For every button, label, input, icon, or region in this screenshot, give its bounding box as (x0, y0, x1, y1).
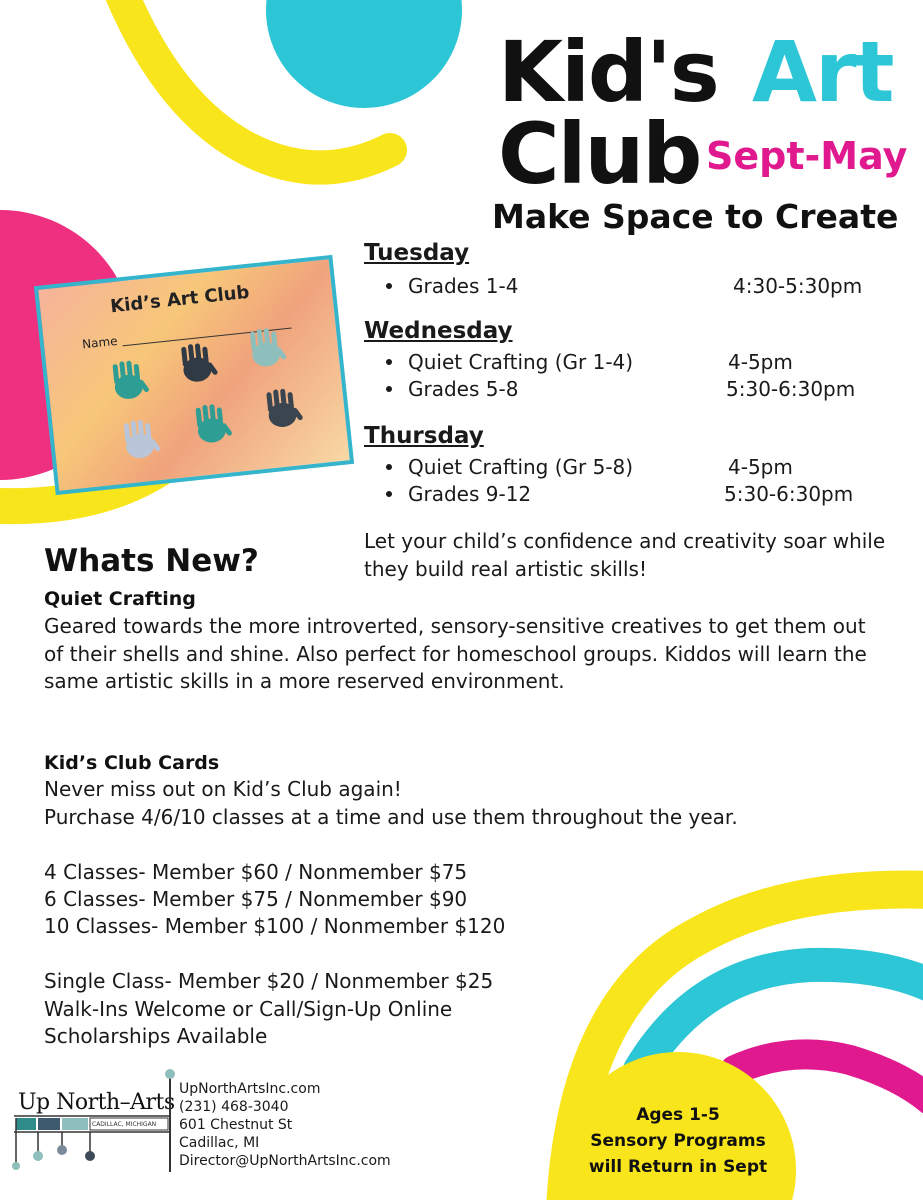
ages-badge (560, 1102, 796, 1180)
title-season: Sept-May (706, 134, 908, 178)
title-club: Club (498, 105, 701, 203)
extras-line: Scholarships Available (44, 1024, 268, 1048)
ages-badge-line: Sensory Programs (590, 1131, 766, 1151)
club-cards-line: Never miss out on Kid’s Club again! (44, 777, 402, 801)
intro-text: Let your child’s confidence and creativity soar while they build real artistic skills! (364, 529, 886, 581)
tagline: Make Space to Create (492, 197, 899, 236)
handprints-icon (38, 258, 354, 495)
card-name-label: Name (81, 333, 119, 352)
title-kids: Kid's (498, 23, 718, 121)
day-thursday: Thursday (364, 423, 484, 449)
quiet-crafting-text: Geared towards the more introverted, sensory-sensitive creatives to get them out of their shells and shine. Also perfect for homeschool groups. Kiddos will learn the same artistic skills in a more reserved environment. (44, 614, 867, 693)
day-tuesday: Tuesday (364, 240, 470, 266)
quiet-crafting-heading: Quiet Crafting (44, 588, 196, 610)
bullet-icon (386, 464, 392, 470)
art-club-card-image (34, 255, 354, 495)
handprint-icon (250, 326, 288, 367)
schedule-item-time: 5:30-6:30pm (726, 377, 856, 401)
contact-city: Cadillac, MI (179, 1135, 260, 1151)
schedule-item-time: 4-5pm (728, 455, 793, 479)
handprint-icon (181, 342, 219, 383)
title-art: Art (752, 23, 893, 121)
contact-email[interactable]: Director@UpNorthArtsInc.com (179, 1153, 391, 1169)
ages-badge-line: Ages 1-5 (636, 1105, 720, 1125)
schedule-item-label: Quiet Crafting (Gr 5-8) (386, 455, 633, 479)
handprint-icon (195, 402, 233, 443)
schedule-item-time: 4:30-5:30pm (733, 274, 863, 298)
pricing-line: 4 Classes- Member $60 / Nonmember $75 (44, 860, 468, 884)
contact-street: 601 Chestnut St (179, 1117, 293, 1133)
schedule-item-label: Grades 1-4 (386, 274, 518, 298)
ages-badge-line: will Return in Sept (588, 1157, 768, 1177)
whats-new-heading: Whats New? (44, 543, 259, 579)
pricing-line: 10 Classes- Member $100 / Nonmember $120 (44, 914, 506, 938)
bullet-icon (386, 359, 392, 365)
schedule-item-label: Grades 9-12 (386, 482, 531, 506)
schedule-item-time: 5:30-6:30pm (724, 482, 854, 506)
extras-line: Single Class- Member $20 / Nonmember $25 (44, 969, 494, 993)
club-cards-line: Purchase 4/6/10 classes at a time and use them throughout the year. (44, 805, 738, 829)
club-cards-heading: Kid’s Club Cards (44, 752, 220, 774)
contact-website[interactable]: UpNorthArtsInc.com (179, 1081, 321, 1097)
bullet-icon (386, 386, 392, 392)
logo-subtitle: CADILLAC, MICHIGAN (92, 1121, 157, 1128)
bullet-icon (386, 283, 392, 289)
schedule-item-time: 4-5pm (728, 350, 793, 374)
day-wednesday: Wednesday (364, 318, 513, 344)
logo-name: Up North–Arts (18, 1090, 175, 1115)
handprint-icon (112, 359, 150, 400)
schedule-item-label: Quiet Crafting (Gr 1-4) (386, 350, 633, 374)
schedule-item-label: Grades 5-8 (386, 377, 518, 401)
handprint-icon (123, 418, 161, 459)
pricing-line: 6 Classes- Member $75 / Nonmember $90 (44, 887, 468, 911)
card-title: Kid’s Art Club (109, 281, 251, 318)
cyan-circle (266, 0, 462, 108)
contact-phone[interactable]: (231) 468-3040 (179, 1099, 289, 1115)
bullet-icon (386, 491, 392, 497)
extras-line: Walk-Ins Welcome or Call/Sign-Up Online (44, 997, 453, 1021)
handprint-icon (266, 387, 304, 428)
